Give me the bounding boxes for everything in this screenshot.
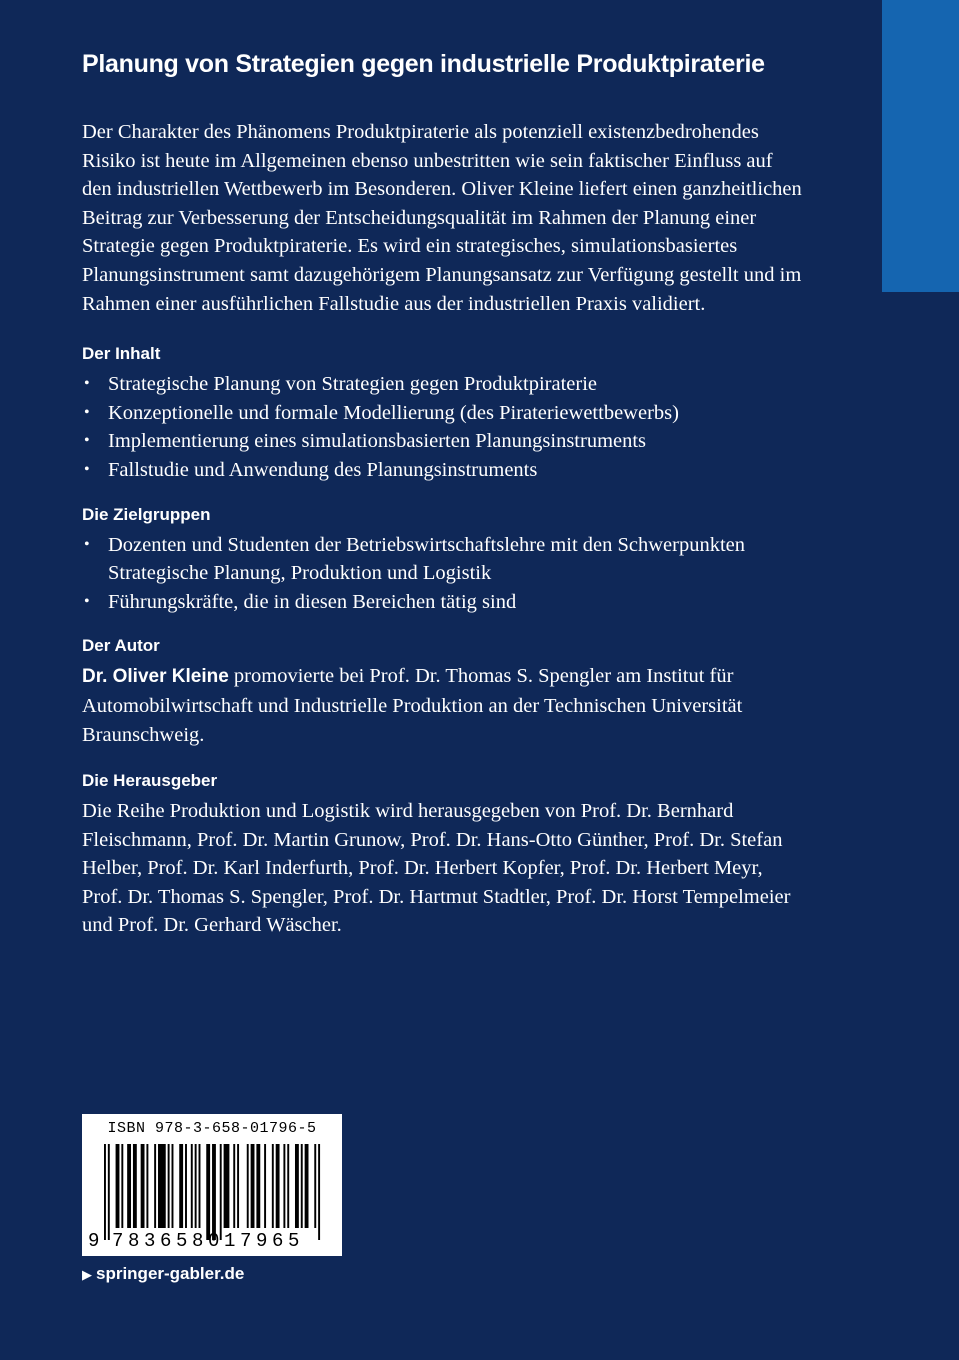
barcode-bar (146, 1144, 148, 1228)
ean-digit-row: 783658017965 (112, 1230, 305, 1252)
list-zielgruppen (82, 531, 802, 617)
barcode-bar (191, 1144, 193, 1228)
barcode-bar (264, 1144, 266, 1228)
section-inhalt (82, 342, 802, 484)
author-name: Dr. Oliver Kleine (82, 666, 229, 688)
barcode-bar (224, 1144, 230, 1228)
barcode-bar (251, 1144, 255, 1228)
bullet-icon: • (84, 460, 90, 478)
barcode-bar (237, 1144, 239, 1228)
list-item (82, 399, 802, 428)
barcode-bar (256, 1144, 260, 1228)
author-paragraph (82, 662, 802, 749)
list-item (82, 456, 802, 485)
bullet-icon: • (84, 592, 90, 610)
barcode-bar (179, 1144, 183, 1228)
accent-bar (882, 0, 959, 292)
barcode-bar (121, 1144, 123, 1228)
list-item (82, 427, 802, 456)
barcode-bar (212, 1144, 216, 1240)
heading-inhalt: Der Inhalt (82, 344, 161, 364)
barcode-bar (158, 1144, 166, 1228)
ean-first-digit: 9 (88, 1230, 103, 1252)
barcode-bar (172, 1144, 174, 1228)
heading-autor: Der Autor (82, 636, 160, 656)
barcode-bar (141, 1144, 145, 1228)
intro-paragraph: Der Charakter des Phänomens Produktpiraterie als potenziell existenzbedrohendes Risiko ist heute im Allgemeinen ebenso unbestritten wie sein faktischer Einfluss auf den industriellen Wettbewerb im Besonderen. Oliver Kleine liefert einen ganzheitlichen Beitrag zur Verbesserung der Entscheidungsqualität im Rahmen der Planung einer Strategie gegen Produktpiraterie. Es wird ein strategisches, simulationsbasiertes Planungsinstrument samt dazugehörigem Planungsansatz zur Verfügung gestellt und im Rahmen einer ausführlichen Fallstudie aus der industriellen Praxis validiert. (82, 121, 802, 315)
list-item-text: Strategische Planung von Strategien gegen Produktpiraterie (108, 373, 598, 396)
list-item (82, 531, 802, 588)
barcode-bar (154, 1144, 156, 1228)
barcode-bar (314, 1144, 316, 1228)
isbn-barcode (82, 1114, 342, 1256)
section-zielgruppen (82, 503, 802, 617)
barcode-bar (272, 1144, 274, 1228)
barcode-bar (185, 1144, 187, 1228)
barcode-bar (220, 1144, 222, 1240)
barcode-bar (247, 1144, 249, 1228)
section-herausgeber (82, 769, 802, 940)
back-cover-content (82, 44, 802, 940)
barcode-bar (305, 1144, 309, 1228)
isbn-label: ISBN 978-3-658-01796-5 (107, 1120, 317, 1137)
barcode-bar (318, 1144, 320, 1240)
barcode-bar (108, 1144, 110, 1240)
list-item (82, 588, 802, 617)
heading-herausgeber: Die Herausgeber (82, 771, 218, 791)
barcode-bar (206, 1144, 210, 1240)
author-bio: promovierte bei Prof. Dr. Thomas S. Spengler am Institut für Automobilwirtschaft und Industrielle Produktion an der Technischen Universität Braunschweig. (82, 665, 743, 746)
barcode-bar (233, 1144, 235, 1228)
editors-paragraph: Die Reihe Produktion und Logistik wird herausgegeben von Prof. Dr. Bernhard Fleischmann, Prof. Dr. Martin Grunow, Prof. Dr. Hans-Otto Günther, Prof. Dr. Stefan Helber, Prof. Dr. Karl Inderfurth, Prof. Dr. Herbert Kopfer, Prof. Dr. Herbert Meyr, Prof. Dr. Thomas S. Spengler, Prof. Dr. Hartmut Stadtler, Prof. Dr. Horst Tempelmeier und Prof. Dr. Gerhard Wäscher. (82, 800, 791, 937)
website-link[interactable] (82, 1264, 244, 1284)
bullet-icon: • (84, 535, 90, 553)
barcode-bar (133, 1144, 137, 1228)
barcode-bar (195, 1144, 197, 1228)
barcode-bar (199, 1144, 201, 1228)
heading-zielgruppen: Die Zielgruppen (82, 504, 211, 524)
website-text: springer-gabler.de (96, 1264, 245, 1283)
list-item-text: Dozenten und Studenten der Betriebswirtschaftslehre mit den Schwerpunkten Strategische Planung, Produktion und Logistik (108, 533, 746, 585)
list-item-text: Fallstudie und Anwendung des Planungsinstruments (108, 458, 538, 481)
section-autor (82, 634, 802, 749)
barcode-bar (127, 1144, 131, 1228)
bullet-icon: • (84, 403, 90, 421)
bullet-icon: • (84, 432, 90, 450)
barcode-bar (116, 1144, 120, 1228)
barcode-bar (295, 1144, 299, 1228)
barcode-bar (104, 1144, 106, 1240)
barcode-bar (283, 1144, 285, 1228)
barcode-bar (276, 1144, 280, 1228)
list-item-text: Implementierung eines simulationsbasierten Planungsinstruments (108, 430, 647, 453)
list-item (82, 370, 802, 399)
list-item-text: Führungskräfte, die in diesen Bereichen tätig sind (108, 590, 517, 613)
barcode-bars (104, 1144, 322, 1240)
barcode-bar (168, 1144, 170, 1228)
barcode-bar (287, 1144, 289, 1228)
barcode-bar (301, 1144, 303, 1228)
book-title: Planung von Strategien gegen industrielle Produktpiraterie (82, 50, 765, 78)
bullet-icon: • (84, 375, 90, 393)
list-item-text: Konzeptionelle und formale Modellierung (des Pirateriewettbewerbs) (108, 401, 679, 424)
list-inhalt (82, 370, 802, 484)
play-arrow-icon: ▶ (82, 1267, 92, 1282)
